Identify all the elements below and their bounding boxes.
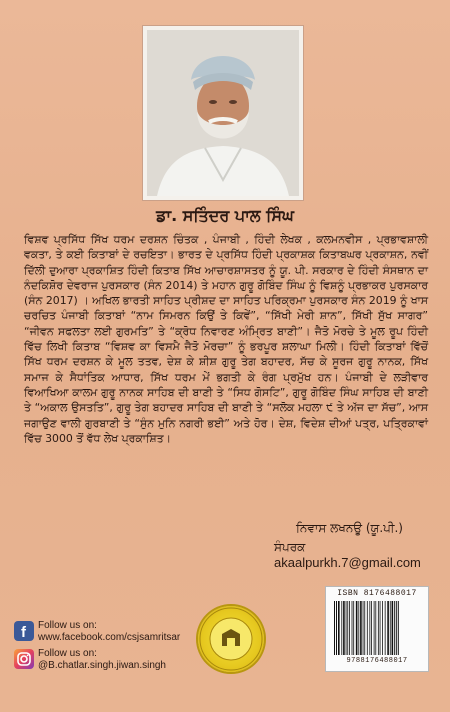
- author-photo: [147, 30, 299, 196]
- author-name: ਡਾ. ਸਤਿੰਦਰ ਪਾਲ ਸਿੰਘ: [156, 206, 294, 225]
- facebook-label: Follow us on:: [38, 620, 97, 631]
- instagram-label: Follow us on:: [38, 648, 97, 659]
- facebook-url[interactable]: www.facebook.com/csjsamritsar: [38, 632, 181, 643]
- author-portrait-image: [147, 30, 299, 196]
- instagram-handle[interactable]: @B.chatlar.singh.jiwan.singh: [38, 660, 166, 671]
- contact-line: [274, 540, 450, 570]
- residence-line: ਨਿਵਾਸ ਲਖਨਊ (ਯੂ.ਪੀ.): [296, 521, 403, 535]
- contact-label: ਸੰਪਰਕ: [274, 540, 306, 554]
- author-biography: ਵਿਸ਼ਵ ਪ੍ਰਸਿੱਧ ਸਿੱਖ ਧਰਮ ਦਰਸ਼ਨ ਚਿੰਤਕ , ਪੰਜਾਬੀ , ਹਿੰਦੀ ਲੇਖਕ , ਕਲਮਨਵੀਸ , ਪ੍ਰਭਾਵਸ਼ਾਲੀ ਵਕਤਾ, ਤੇ ਕਈ ਕਿਤਾਬਾਂ ਦੇ ਰਚਇਤਾ। ਭਾਰਤ ਦੇ ਪ੍ਰਸਿੱਧ ਹਿੰਦੀ ਪ੍ਰਕਾਸ਼ਕ ਕਿਤਾਬਘਰ ਪ੍ਰਕਾਸ਼ਨ, ਨਵੀਂ ਦਿੱਲੀ ਦੁਆਰਾ ਪ੍ਰਕਾਸ਼ਿਤ ਹਿੰਦੀ ਕਿਤਾਬ ਸਿੱਖ ਆਚਾਰਸ਼ਾਸਤਰ ਨੂੰ ਯੂ. ਪੀ. ਸਰਕਾਰ ਦੇ ਹਿੰਦੀ ਸੰਸਥਾਨ ਦਾ ਨੰਦਕਿਸ਼ੋਰ ਦੇਵਰਾਜ ਪੁਰਸਕਾਰ (ਸੰਨ 2014) ਤੇ ਮਹਾਨ ਗੁਰੂ ਗੋਬਿੰਦ ਸਿੰਘ ਨੂੰ ਵਿਸ਼ਨੂੰ ਪ੍ਰਭਾਕਰ ਪੁਰਸਕਾਰ (ਸੰਨ 2017) । ਅਖਿਲ ਭਾਰਤੀ ਸਾਹਿਤ ਪ੍ਰੀਸ਼ਦ ਦਾ ਸਾਹਿਤ ਪਰਿਕ੍ਰਮਾ ਪੁਰਸਕਾਰ ਸੰਨ 2019 ਨੂੰ ਖਾਸ ਚਰਚਿਤ ਪੰਜਾਬੀ ਕਿਤਾਬਾਂ “ਨਾਮ ਸਿਮਰਨ ਕਿਉਂ ਤੇ ਕਿਵੇਂ”, “ਸਿੱਖੀ ਮੇਰੀ ਸ਼ਾਨ”, ਸਿੱਖੀ ਸੁੱਖ ਸਾਗਰ” “ਜੀਵਨ ਸਫਲਤਾ ਲਈ ਗੁਰਮਤਿ” ਤੇ “ਕ੍ਰੋਧ ਨਿਵਾਰਣ ਅੰਮ੍ਰਿਤ ਬਾਣੀ”। ਜੈਤੋ ਮੋਰਚੇ ਤੇ ਮੂਲ ਰੂਪ ਹਿੰਦੀ ਵਿੱਚ ਲਿਖੀ ਕਿਤਾਬ “ਵਿਸ਼ਵ ਕਾ ਵਿਸਮੈ ਜੈਤੋ ਮੋਰਚਾ” ਨੂੰ ਭਰਪੂਰ ਸ਼ਲਾਘਾ ਮਿਲੀ। ਹਿੰਦੀ ਕਿਤਾਬਾਂ ਵਿੱਚੋਂ ਸਿੱਖ ਧਰਮ ਦਰਸ਼ਨ ਕੇ ਮੂਲ ਤਤਵ, ਦੇਸ਼ ਕੇ ਸ਼ੀਸ਼ ਗੁਰੂ ਤੇਗ ਬਹਾਦਰ, ਸੱਚ ਕੇ ਸੂਰਜ ਗੁਰੂ ਨਾਨਕ, ਸਿੱਖ ਸਮਾਜ ਕੇ ਸੈਧਾਂਤਿਕ ਆਧਾਰ, ਸਿੱਖ ਧਰਮ ਮੇਂ ਭਗਤੀ ਕੇ ਰੰਗ ਪ੍ਰਮੁੱਖ ਹਨ। ਪੰਜਾਬੀ ਦੇ ਲੜੀਵਾਰ ਵਿਆਖਿਆ ਕਾਲਮ ਗੁਰੂ ਨਾਨਕ ਸਾਹਿਬ ਦੀ ਬਾਣੀ ਤੇ “ਸਿਧ ਗੋਸਟਿ”, ਗੁਰੂ ਗੋਬਿੰਦ ਸਿੰਘ ਸਾਹਿਬ ਦੀ ਬਾਣੀ ਤੇ “ਅਕਾਲ ਉਸਤਤਿ”, ਗੁਰੂ ਤੇਗ ਬਹਾਦਰ ਸਾਹਿਬ ਦੀ ਬਾਣੀ ਤੇ “ਸਲੋਕ ਮਹਲਾ ੯ ਤੇ ਅੱਜ ਦਾ ਸੱਚ”, ਆਸ ਜਗਾਉਣ ਵਾਲੀ ਗੁਰਬਾਣੀ ਤੇ “ਸੁੰਨ ਮੁਨਿ ਨਗਰੀ ਭਈ” ਅਤੇ ਹੋਰ। ਦੇਸ਼, ਵਿਦੇਸ਼ ਦੀਆਂ ਪਤ੍ਰ, ਪਤ੍ਰਿਕਾਵਾਂ ਵਿੱਚ 3000 ਤੋਂ ਵੱਧ ਲੇਖ ਪ੍ਰਕਾਸ਼ਿਤ।: [24, 233, 428, 445]
- instagram-icon: [14, 649, 34, 669]
- author-photo-frame: [143, 26, 303, 200]
- svg-text:f: f: [21, 624, 26, 641]
- facebook-icon: [14, 621, 34, 641]
- isbn-label: ISBN 8176488017: [337, 589, 417, 598]
- isbn-digits: 9788176488017: [346, 657, 408, 665]
- isbn-barcode: [325, 586, 429, 672]
- contact-email[interactable]: akaalpurkh.7@gmail.com: [274, 555, 421, 570]
- iso-certified-publisher-seal: [198, 606, 264, 672]
